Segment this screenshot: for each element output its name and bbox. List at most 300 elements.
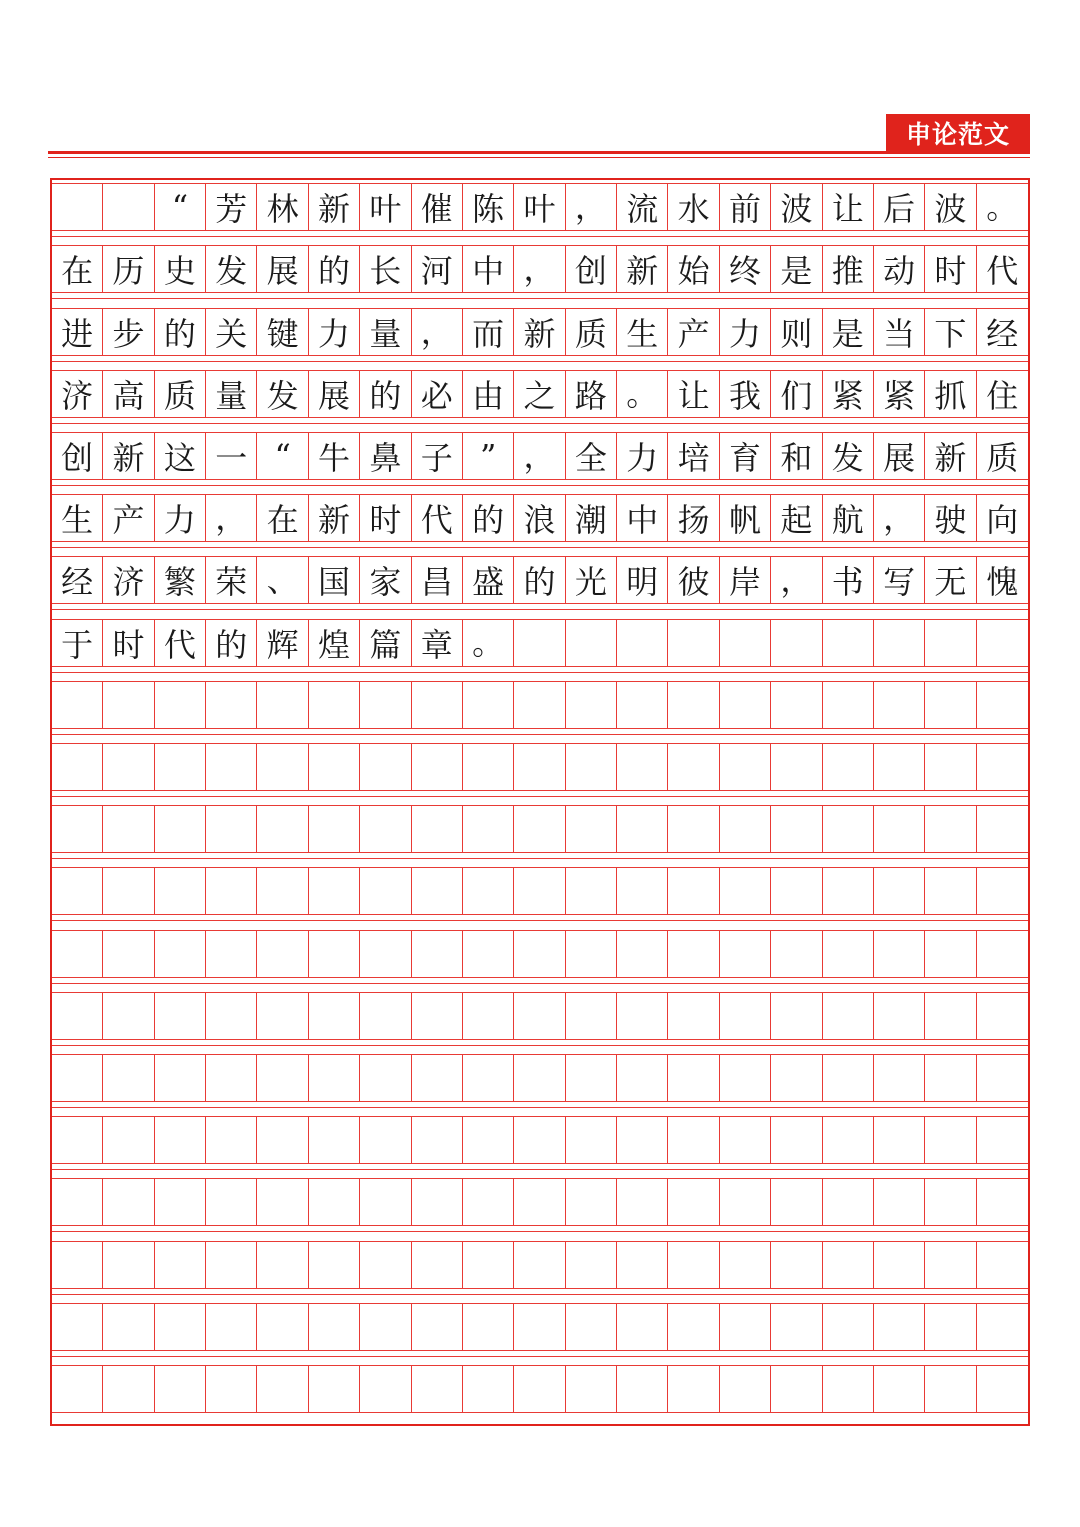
grid-cell [617, 619, 668, 667]
grid-cell [874, 992, 925, 1040]
grid-cell: 叶 [360, 183, 411, 231]
grid-cell [566, 805, 617, 853]
header-rule-thin [48, 157, 1030, 158]
grid-cell: 中 [617, 494, 668, 542]
grid-row [52, 867, 1028, 915]
grid-cell [925, 1116, 976, 1164]
grid-cell [720, 867, 771, 915]
row-gap-line [52, 1356, 1028, 1357]
section-tag: 申论范文 [886, 114, 1030, 151]
grid-cell [566, 930, 617, 978]
grid-cell [771, 1178, 822, 1226]
grid-cell: 篇 [360, 619, 411, 667]
grid-cell [720, 681, 771, 729]
grid-cell [155, 1178, 206, 1226]
grid-cell [309, 1365, 360, 1413]
grid-cell [771, 867, 822, 915]
grid-cell [412, 1303, 463, 1351]
row-gap-line [52, 236, 1028, 237]
grid-cell: 之 [514, 370, 565, 418]
grid-cell: 河 [412, 245, 463, 293]
grid-cell [874, 681, 925, 729]
grid-cell [925, 681, 976, 729]
grid-cell: 让 [668, 370, 719, 418]
grid-cell: 生 [617, 308, 668, 356]
grid-cell [257, 1116, 308, 1164]
grid-row [52, 370, 1028, 418]
grid-cell [309, 1303, 360, 1351]
grid-cell: 浪 [514, 494, 565, 542]
grid-cell [823, 743, 874, 791]
grid-cell [668, 743, 719, 791]
grid-cell [309, 930, 360, 978]
grid-cell: 动 [874, 245, 925, 293]
grid-cell: 一 [206, 432, 257, 480]
grid-cell [668, 930, 719, 978]
row-gap-line [52, 298, 1028, 299]
grid-cell [103, 1303, 154, 1351]
grid-cell [412, 1178, 463, 1226]
grid-cell [360, 1178, 411, 1226]
grid-cell: 紧 [874, 370, 925, 418]
grid-cell [463, 805, 514, 853]
grid-cell: 经 [977, 308, 1028, 356]
grid-cell: 长 [360, 245, 411, 293]
row-gap-line [52, 609, 1028, 610]
grid-cell: 流 [617, 183, 668, 231]
grid-cell: 芳 [206, 183, 257, 231]
grid-cell [617, 743, 668, 791]
row-gap-line [52, 1045, 1028, 1046]
grid-cell: 辉 [257, 619, 308, 667]
grid-cell: 后 [874, 183, 925, 231]
grid-cell [771, 1365, 822, 1413]
grid-cell: 生 [52, 494, 103, 542]
grid-cell [463, 1241, 514, 1289]
grid-cell: 扬 [668, 494, 719, 542]
grid-cell [52, 1054, 103, 1102]
grid-cell: 路 [566, 370, 617, 418]
grid-row [52, 619, 1028, 667]
grid-cell [617, 1054, 668, 1102]
grid-cell: 的 [514, 556, 565, 604]
grid-cell: 这 [155, 432, 206, 480]
grid-cell [925, 930, 976, 978]
grid-cell: 盛 [463, 556, 514, 604]
grid-cell [155, 1054, 206, 1102]
grid-cell [874, 1241, 925, 1289]
grid-cell [206, 1116, 257, 1164]
grid-cell [309, 681, 360, 729]
grid-cell: 量 [360, 308, 411, 356]
grid-cell [463, 867, 514, 915]
grid-cell: 关 [206, 308, 257, 356]
grid-cell [668, 1241, 719, 1289]
grid-cell [514, 1116, 565, 1164]
grid-cell: 住 [977, 370, 1028, 418]
grid-cell [771, 743, 822, 791]
grid-cell [977, 1178, 1028, 1226]
grid-row [52, 556, 1028, 604]
grid-cell [668, 681, 719, 729]
grid-row [52, 245, 1028, 293]
grid-cell [309, 743, 360, 791]
grid-cell [925, 1303, 976, 1351]
grid-cell [823, 805, 874, 853]
grid-row [52, 308, 1028, 356]
writing-grid [50, 178, 1030, 1426]
grid-cell: 紧 [823, 370, 874, 418]
grid-cell [617, 1365, 668, 1413]
grid-row [52, 1303, 1028, 1351]
grid-cell [257, 1178, 308, 1226]
grid-cell: 们 [771, 370, 822, 418]
grid-cell: 愧 [977, 556, 1028, 604]
grid-cell [771, 1054, 822, 1102]
grid-cell [155, 681, 206, 729]
grid-cell [514, 619, 565, 667]
grid-cell: 我 [720, 370, 771, 418]
grid-cell [925, 743, 976, 791]
grid-cell [52, 805, 103, 853]
grid-cell [309, 1054, 360, 1102]
grid-cell [566, 743, 617, 791]
grid-cell [360, 743, 411, 791]
grid-cell [977, 1054, 1028, 1102]
grid-cell [617, 1241, 668, 1289]
grid-cell [566, 619, 617, 667]
grid-cell [309, 1241, 360, 1289]
grid-cell [925, 1054, 976, 1102]
grid-cell [360, 992, 411, 1040]
grid-cell: 的 [206, 619, 257, 667]
grid-cell [206, 1054, 257, 1102]
grid-cell: 时 [103, 619, 154, 667]
grid-cell [668, 1178, 719, 1226]
grid-cell: 代 [977, 245, 1028, 293]
grid-cell [617, 681, 668, 729]
grid-cell [771, 619, 822, 667]
grid-cell [514, 930, 565, 978]
grid-cell: 进 [52, 308, 103, 356]
grid-cell [155, 992, 206, 1040]
grid-cell [668, 1303, 719, 1351]
grid-cell: 经 [52, 556, 103, 604]
grid-cell [977, 1365, 1028, 1413]
grid-cell [977, 1241, 1028, 1289]
grid-cell [257, 992, 308, 1040]
grid-cell: 新 [309, 494, 360, 542]
grid-cell: 催 [412, 183, 463, 231]
grid-cell [103, 1178, 154, 1226]
row-gap-line [52, 796, 1028, 797]
grid-cell [823, 1178, 874, 1226]
grid-cell [257, 1365, 308, 1413]
grid-cell [977, 867, 1028, 915]
grid-cell [103, 183, 154, 231]
grid-cell: 在 [257, 494, 308, 542]
grid-cell [668, 992, 719, 1040]
grid-cell [874, 1116, 925, 1164]
grid-cell: 抓 [925, 370, 976, 418]
grid-cell [360, 681, 411, 729]
grid-cell [52, 743, 103, 791]
grid-cell [566, 992, 617, 1040]
grid-cell: 于 [52, 619, 103, 667]
grid-cell: 量 [206, 370, 257, 418]
grid-cell [514, 743, 565, 791]
grid-cell: 新 [617, 245, 668, 293]
grid-cell: 创 [566, 245, 617, 293]
grid-cell [52, 1365, 103, 1413]
grid-cell [52, 681, 103, 729]
grid-cell [720, 743, 771, 791]
grid-cell: 让 [823, 183, 874, 231]
grid-cell [155, 1116, 206, 1164]
grid-cell [925, 1365, 976, 1413]
grid-cell [720, 992, 771, 1040]
grid-cell: 质 [977, 432, 1028, 480]
grid-cell [720, 1178, 771, 1226]
grid-cell [155, 1303, 206, 1351]
row-gap-line [52, 1294, 1028, 1295]
grid-cell [617, 867, 668, 915]
grid-cell [155, 743, 206, 791]
grid-cell: 代 [155, 619, 206, 667]
grid-cell [463, 1365, 514, 1413]
grid-cell: 波 [771, 183, 822, 231]
grid-cell: “ [155, 183, 206, 231]
grid-cell [720, 805, 771, 853]
row-gap-line [52, 983, 1028, 984]
grid-cell [52, 930, 103, 978]
grid-cell [463, 1054, 514, 1102]
grid-cell [103, 805, 154, 853]
grid-cell: 创 [52, 432, 103, 480]
grid-cell: 航 [823, 494, 874, 542]
row-gap-line [52, 423, 1028, 424]
grid-cell: 和 [771, 432, 822, 480]
grid-cell [52, 992, 103, 1040]
grid-cell [617, 992, 668, 1040]
row-gap-line [52, 920, 1028, 921]
grid-cell [155, 930, 206, 978]
grid-cell: 。 [977, 183, 1028, 231]
grid-cell [823, 619, 874, 667]
grid-cell: 推 [823, 245, 874, 293]
grid-cell: 新 [309, 183, 360, 231]
grid-cell: 全 [566, 432, 617, 480]
grid-cell: ， [514, 432, 565, 480]
grid-cell: 展 [309, 370, 360, 418]
grid-cell: 陈 [463, 183, 514, 231]
grid-cell [566, 1054, 617, 1102]
grid-cell: 键 [257, 308, 308, 356]
grid-cell: 产 [668, 308, 719, 356]
grid-cell: 发 [206, 245, 257, 293]
grid-cell: 写 [874, 556, 925, 604]
grid-cell: 鼻 [360, 432, 411, 480]
grid-cell [257, 805, 308, 853]
grid-cell: 明 [617, 556, 668, 604]
grid-cell [977, 1303, 1028, 1351]
grid-cell [771, 1303, 822, 1351]
grid-cell [977, 1116, 1028, 1164]
grid-cell [514, 681, 565, 729]
grid-cell [309, 867, 360, 915]
grid-cell: 繁 [155, 556, 206, 604]
grid-cell: 水 [668, 183, 719, 231]
grid-cell [566, 1178, 617, 1226]
grid-cell [668, 867, 719, 915]
grid-cell [617, 805, 668, 853]
grid-cell: 牛 [309, 432, 360, 480]
grid-row [52, 1365, 1028, 1413]
grid-cell: 。 [617, 370, 668, 418]
grid-cell: 荣 [206, 556, 257, 604]
grid-cell: 展 [874, 432, 925, 480]
grid-cell [360, 867, 411, 915]
grid-cell [412, 805, 463, 853]
row-gap-line [52, 361, 1028, 362]
grid-row [52, 992, 1028, 1040]
grid-cell [668, 619, 719, 667]
grid-cell [566, 1241, 617, 1289]
grid-cell: 的 [360, 370, 411, 418]
grid-cell: 力 [155, 494, 206, 542]
grid-cell [52, 867, 103, 915]
grid-cell [206, 743, 257, 791]
grid-cell [360, 1303, 411, 1351]
grid-cell [977, 992, 1028, 1040]
grid-cell [720, 1054, 771, 1102]
grid-cell [412, 1241, 463, 1289]
grid-cell: 步 [103, 308, 154, 356]
grid-cell: 产 [103, 494, 154, 542]
grid-cell [155, 867, 206, 915]
grid-cell [668, 805, 719, 853]
grid-cell: 彼 [668, 556, 719, 604]
grid-row [52, 494, 1028, 542]
grid-cell: 潮 [566, 494, 617, 542]
row-gap-line [52, 485, 1028, 486]
grid-cell [720, 930, 771, 978]
grid-cell [823, 930, 874, 978]
grid-cell: 历 [103, 245, 154, 293]
grid-cell: 的 [155, 308, 206, 356]
grid-cell [257, 681, 308, 729]
grid-cell [309, 992, 360, 1040]
grid-cell [925, 867, 976, 915]
grid-cell [463, 681, 514, 729]
grid-cell [720, 1241, 771, 1289]
grid-cell: 由 [463, 370, 514, 418]
grid-cell [720, 619, 771, 667]
grid-cell: 当 [874, 308, 925, 356]
grid-cell [360, 1241, 411, 1289]
grid-cell: 林 [257, 183, 308, 231]
grid-cell [412, 992, 463, 1040]
grid-cell [720, 1303, 771, 1351]
grid-cell: 下 [925, 308, 976, 356]
grid-cell [874, 930, 925, 978]
grid-cell: 育 [720, 432, 771, 480]
grid-cell: 时 [925, 245, 976, 293]
grid-cell [257, 867, 308, 915]
grid-cell [463, 1303, 514, 1351]
grid-cell: 家 [360, 556, 411, 604]
grid-cell [412, 867, 463, 915]
grid-cell [823, 1054, 874, 1102]
grid-cell [771, 1241, 822, 1289]
grid-cell: 向 [977, 494, 1028, 542]
grid-cell [103, 1054, 154, 1102]
grid-cell [925, 1178, 976, 1226]
grid-cell: 新 [925, 432, 976, 480]
grid-cell: 发 [257, 370, 308, 418]
grid-cell [874, 1178, 925, 1226]
grid-cell [771, 992, 822, 1040]
grid-row [52, 930, 1028, 978]
grid-cell [155, 1365, 206, 1413]
grid-cell [514, 1303, 565, 1351]
grid-cell [668, 1054, 719, 1102]
grid-cell [360, 930, 411, 978]
grid-cell [823, 1365, 874, 1413]
grid-cell: 新 [514, 308, 565, 356]
grid-cell [977, 743, 1028, 791]
grid-cell: 质 [155, 370, 206, 418]
row-gap-line [52, 672, 1028, 673]
grid-cell [925, 805, 976, 853]
grid-cell [823, 992, 874, 1040]
grid-cell [977, 805, 1028, 853]
grid-cell: ， [874, 494, 925, 542]
grid-cell: ， [514, 245, 565, 293]
grid-cell [206, 1178, 257, 1226]
grid-cell: 培 [668, 432, 719, 480]
grid-cell [874, 1054, 925, 1102]
grid-cell: 是 [823, 308, 874, 356]
grid-cell: 始 [668, 245, 719, 293]
grid-cell [566, 681, 617, 729]
grid-cell [771, 930, 822, 978]
grid-cell [52, 1241, 103, 1289]
grid-cell [771, 1116, 822, 1164]
grid-cell: 力 [617, 432, 668, 480]
grid-cell [412, 930, 463, 978]
grid-cell [103, 743, 154, 791]
grid-cell [257, 1303, 308, 1351]
grid-cell: 昌 [412, 556, 463, 604]
grid-cell [412, 743, 463, 791]
grid-cell: 时 [360, 494, 411, 542]
grid-cell: 是 [771, 245, 822, 293]
grid-cell [874, 805, 925, 853]
grid-cell [668, 1116, 719, 1164]
grid-cell [514, 1365, 565, 1413]
grid-cell: ， [412, 308, 463, 356]
grid-cell [514, 805, 565, 853]
grid-cell [514, 1178, 565, 1226]
grid-cell: 质 [566, 308, 617, 356]
grid-cell: 前 [720, 183, 771, 231]
grid-cell: 子 [412, 432, 463, 480]
grid-cell [977, 619, 1028, 667]
grid-cell [771, 805, 822, 853]
grid-cell [103, 681, 154, 729]
grid-cell: 的 [309, 245, 360, 293]
